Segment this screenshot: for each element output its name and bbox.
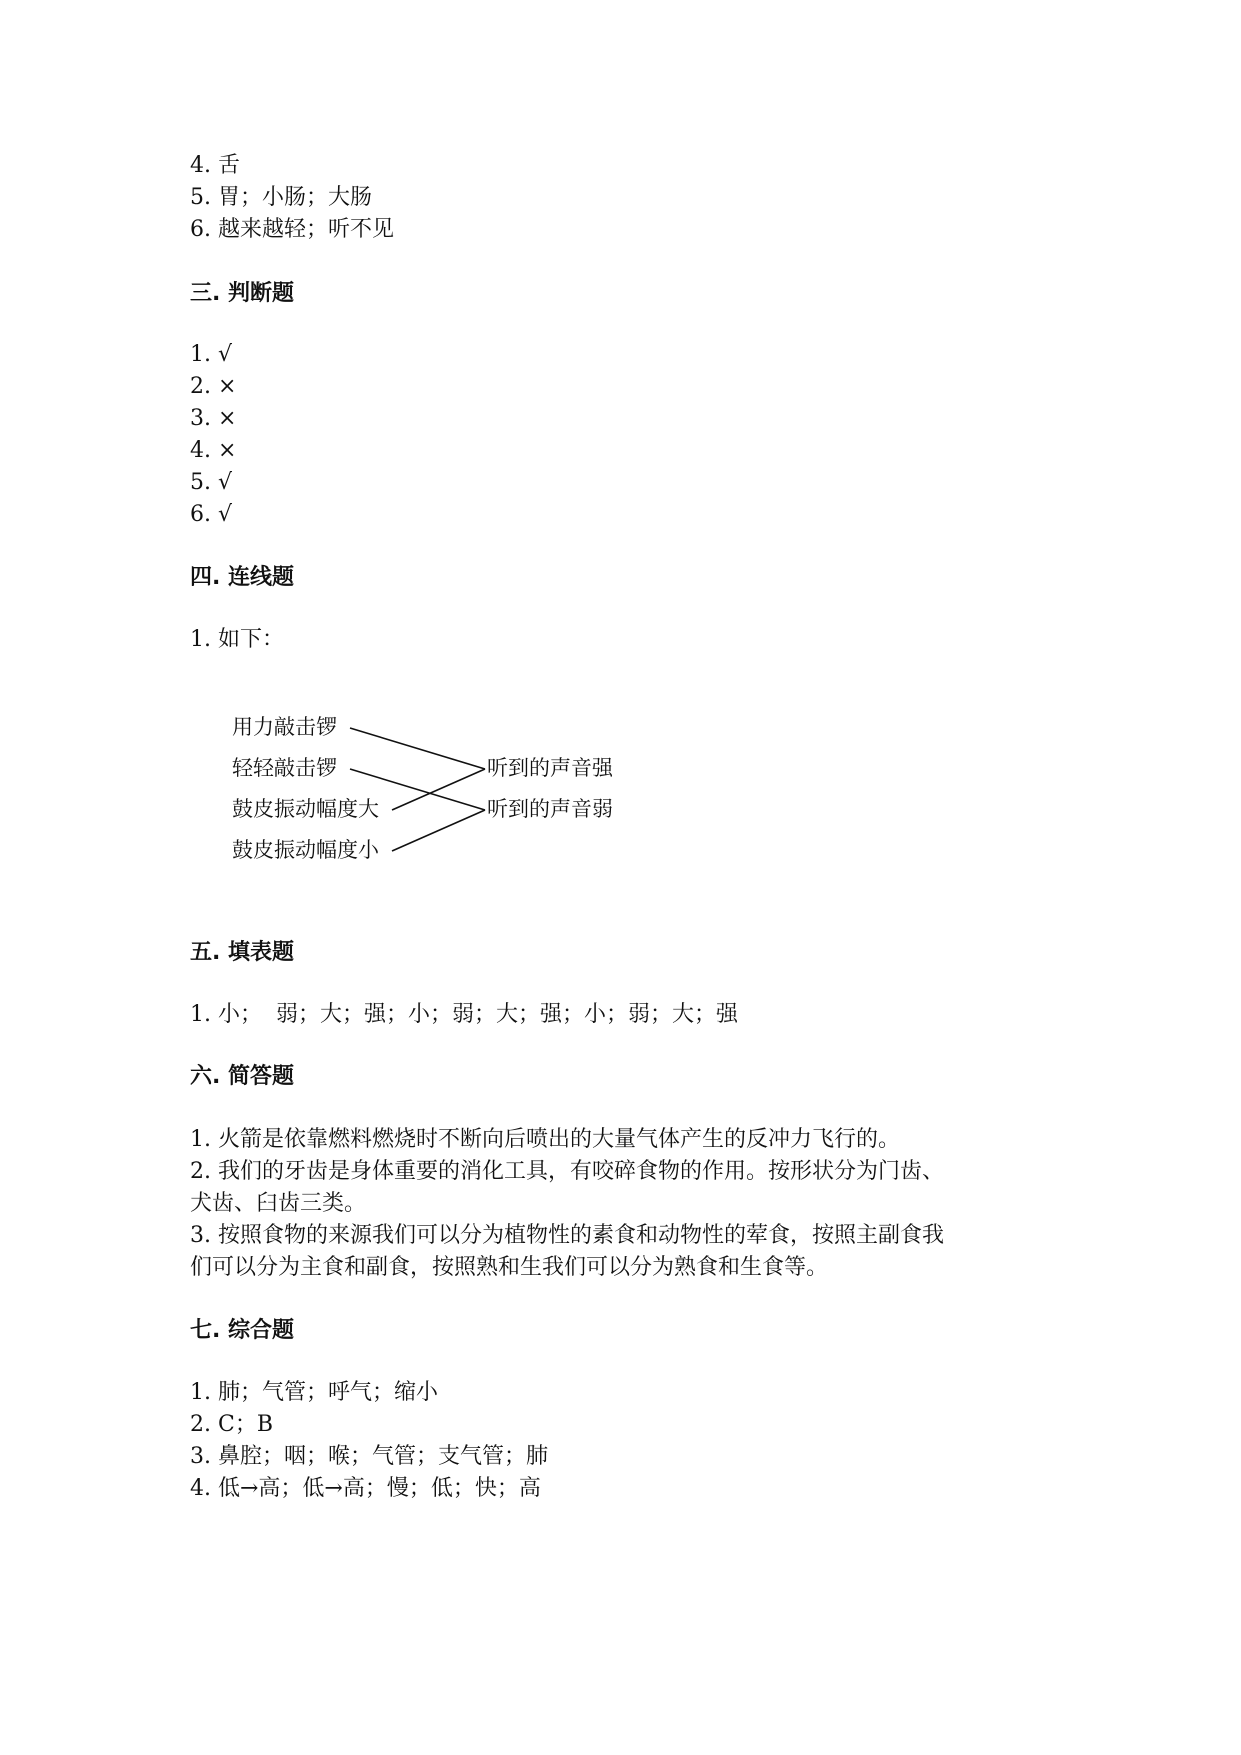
section-heading-comprehensive: 七. 综合题	[190, 1318, 295, 1343]
answer-line: 4. ×	[190, 438, 237, 463]
section-heading-judge: 三. 判断题	[190, 281, 295, 306]
match-left-item: 鼓皮振动幅度小	[232, 838, 379, 862]
matching-figure	[232, 712, 652, 892]
match-left-item: 轻轻敲击锣	[232, 756, 337, 780]
answer-line: 5. 胃；小肠；大肠	[190, 185, 372, 210]
answer-line: 6. 越来越轻；听不见	[190, 217, 394, 242]
answer-line: 1. √	[190, 342, 233, 367]
section-heading-match: 四. 连线题	[190, 565, 295, 590]
section-heading-table: 五. 填表题	[190, 940, 295, 965]
answer-line: 2. ×	[190, 374, 237, 399]
answer-line: 2. C；B	[190, 1412, 273, 1437]
match-right-item: 听到的声音强	[487, 756, 613, 780]
answer-line: 6. √	[190, 502, 233, 527]
answer-line: 2. 我们的牙齿是身体重要的消化工具，有咬碎食物的作用。按形状分为门齿、	[190, 1159, 944, 1184]
answer-line: 3. 按照食物的来源我们可以分为植物性的素食和动物性的荤食，按照主副食我	[190, 1223, 944, 1248]
section-heading-short-answer: 六. 简答题	[190, 1064, 295, 1089]
answer-line: 3. ×	[190, 406, 237, 431]
answer-line: 1. 小； 弱；大；强；小；弱；大；强；小；弱；大；强	[190, 1002, 738, 1027]
answer-line: 5. √	[190, 470, 233, 495]
answer-line: 4. 低→高；低→高；慢；低；快；高	[190, 1476, 541, 1501]
match-connector	[392, 769, 485, 810]
answer-line: 1. 火箭是依靠燃料燃烧时不断向后喷出的大量气体产生的反冲力飞行的。	[190, 1127, 900, 1152]
answer-line: 犬齿、臼齿三类。	[190, 1191, 367, 1216]
match-connector	[392, 810, 485, 851]
answer-line: 1. 如下：	[190, 627, 284, 652]
answer-line: 1. 肺；气管；呼气；缩小	[190, 1380, 438, 1405]
match-connector	[350, 728, 485, 769]
answer-line: 们可以分为主食和副食，按照熟和生我们可以分为熟食和生食等。	[190, 1255, 829, 1280]
match-left-item: 用力敲击锣	[232, 715, 337, 739]
answer-line: 4. 舌	[190, 153, 240, 178]
answer-line: 3. 鼻腔；咽；喉；气管；支气管；肺	[190, 1444, 548, 1469]
match-right-item: 听到的声音弱	[487, 797, 613, 821]
match-left-item: 鼓皮振动幅度大	[232, 797, 379, 821]
